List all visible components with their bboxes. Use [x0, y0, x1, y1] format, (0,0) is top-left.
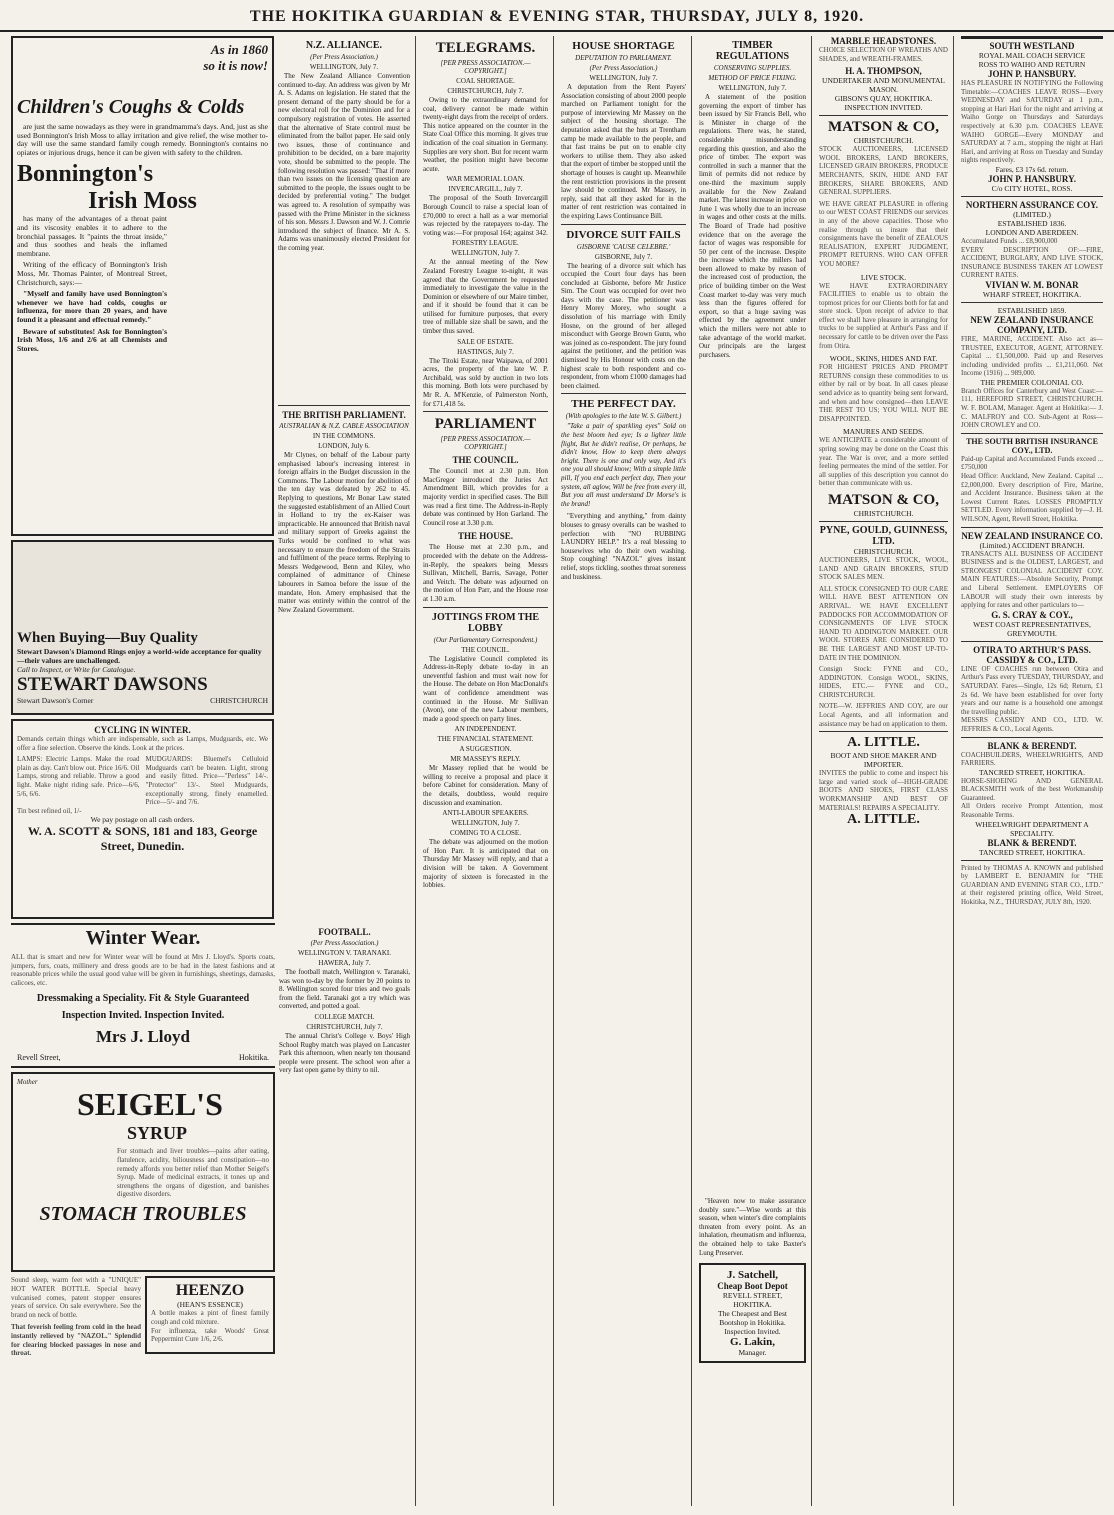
firm-name: W. A. SCOTT & SONS, 181 and 183, George Street, Dunedin. [27, 824, 258, 854]
ad-footer: STOMACH TROUBLES [39, 1202, 247, 1225]
close-title: COMING TO A CLOSE. [450, 829, 521, 838]
nazol-ad: "Everything and anything," from dainty blouses to greasy overalls can be washed to perfection with "NO RUBBING LAUNDRY HELP." It's a real blessing to housewives who do their own washing. Stop coughing! "NAZOL" gives instant relief, stops tickling, soothes throat soreness and huskiness. [561, 512, 686, 581]
nz-established: ESTABLISHED 1859. [997, 305, 1067, 315]
northern-body: EVERY DESCRIPTION OF:—FIRE, ACCIDENT, BURGLARY, AND LIVE STOCK, INSURANCE BUSINESS TAKEN AT LOWEST CURRENT RATES. [961, 245, 1103, 280]
divider [561, 224, 686, 225]
pcc-body: Branch Offices for Canterbury and West Coast:—111, HEREFORD STREET, CHRISTCHURCH. W. F. BOLAM, Manager. Agent at Hokitika:— J. C. MALFROY and CO. Sub-Agent at Ross— JOHN CROWLEY and CO. [961, 386, 1103, 430]
manures-body: WE ANTICIPATE a considerable amount of spring sowing may be done on the Coast this year. The War is over, and a more settled feeling permeates the mind of the settler. For all supplies of this description you cannot do better than communicate with us. [819, 436, 948, 488]
matson-body: WE HAVE GREAT PLEASURE in offering to our WEST COAST FRIENDS our services in any of the above capacities. Those who realise through us insure that their consignments have the benefit of ZEALOUS REALISATION, EXPERT JUDGMENT, PROMPT RETURNS. WHO CAN OFFER YOU MORE? [819, 199, 948, 268]
divider [961, 302, 1103, 303]
forestry-dateline: WELLINGTON, July 7. [451, 249, 520, 258]
coal-title: COAL SHORTAGE. [456, 77, 515, 85]
divider [423, 411, 548, 412]
heenzo-ad [145, 1276, 275, 1353]
coal-body: Owing to the extraordinary demand for coal, delivery cannot be made within twenty-eight days from the receipt of orders. This notice appeared on the counter in the State Coal Office this morning. It gives true indication of the coal situation in Germany. Supplies are very short. But for recent warm weather, the position might have become acute. [423, 96, 548, 173]
little-body: INVITES the public to come and inspect his large and varied stock of—HIGH-GRADE BOOTS AND SHOES, FIRST CLASS WORKMANSHIP AND BEST OF MATERIALS! REPAIRS A SPECIALITY. [819, 769, 948, 812]
divider [961, 527, 1103, 528]
matson-city: CHRISTCHURCH. [853, 136, 914, 146]
football-match: WELLINGTON V. TARANAKI. [297, 949, 392, 957]
perfect-day-sub: (With apologies to the late W. S. Gilbert.) [565, 412, 682, 421]
house-title: THE HOUSE. [457, 531, 513, 542]
satchell-street: REVELL STREET, HOKITIKA. [722, 1291, 783, 1310]
satchell-line-1: The Cheapest and Best [718, 1309, 787, 1319]
lloyd-ad [11, 923, 275, 1068]
parliament-section: IN THE COMMONS. [312, 432, 376, 440]
ad-intro: Demands certain things which are indispensable, such as Lamps, Mudguards, etc. We offer a fine selection. Observe the kinds. Look at the prices. [17, 735, 268, 752]
divorce-dateline: GISBORNE, July 7. [594, 252, 653, 261]
divider [961, 860, 1103, 861]
house-shortage-source: (Per Press Association.) [589, 64, 658, 72]
alliance-dateline: WELLINGTON, July 7. [309, 63, 379, 71]
independent-title: AN INDEPENDENT. [454, 725, 517, 734]
blank-address: TANCRED STREET, HOKITIKA. [979, 767, 1085, 777]
nzacc-title: NEW ZEALAND INSURANCE CO. [961, 530, 1103, 541]
livestock-body: WE HAVE EXTRAORDINARY FACILITIES to enable us to obtain the topmost prices for our Clients both for fat and store stock. Upon receipt of advice to that effect we shall have pleasure in arranging for trucks to be supplied at Arthur's Pass and if necessary for cattle to be driven over the Pass from Otira. [819, 281, 948, 350]
pyne-agents: Consign Stock: FYNE and CO., ADDINGTON. Consign WOOL, SKINS, HIDES, ETC.— FYNE and CO., CHRISTCHURCH. [819, 665, 948, 699]
sb-title: THE SOUTH BRITISH INSURANCE COY., LTD. [966, 436, 1098, 455]
nzacc-body: TRANSACTS ALL BUSINESS OF ACCIDENT BUSINESS and is the OLDEST, LARGEST, and STRONGEST COLONIAL ACCIDENT COY. MAIN FEATURES:—Absolute Security, Prompt and Liberal Settlement. EMPLOYERS OF LABOUR will study their own interests by applying for rates and other particulars to— [961, 549, 1103, 610]
financial-title: THE FINANCIAL STATEMENT. [437, 735, 534, 744]
nz-title: NEW ZEALAND INSURANCE COMPANY, LTD. [970, 314, 1094, 335]
pyne-note: NOTE—W. JEFFRIES AND COY, are our Local Agents, and all information and assistance may be had on application to them. [819, 702, 948, 728]
little-footer: A. LITTLE. [847, 812, 920, 828]
timber-sub: CONSERVING SUPPLIES. [713, 64, 792, 72]
satchell-ad [699, 1263, 806, 1363]
divider [278, 405, 410, 406]
antilabour-title: ANTI-LABOUR SPEAKERS. [442, 809, 529, 818]
pyne-description: AUCTIONEERS, LIVE STOCK, WOOL, LAND AND GRAIN BROKERS, STUD STOCK SALES MEN. [819, 555, 948, 582]
thompson-address: GIBSON'S QUAY, HOKITIKA. [834, 94, 933, 104]
column-3 [556, 36, 692, 1506]
bonar-name: VIVIAN W. M. BONAR [985, 279, 1079, 290]
massey-title: MR MASSEY'S REPLY. [450, 755, 521, 764]
hansbury-name: JOHN P. HANSBURY. [987, 69, 1077, 79]
postage-text: We pay postage on all cash orders. [90, 815, 195, 825]
ad-body: For stomach and liver troubles—pains after eating, flatulence, acidity, biliousness and constipation—no remedy affords you better relief than Mother Seigel's Syrup. Made of medicinal extracts, it tones up and strengthens the organs of digestion, and banishes digestive disorders. [117, 1147, 269, 1199]
timber-method: METHOD OF PRICE FIXING. [708, 74, 797, 82]
northern-city: LONDON AND ABERDEEN. [985, 227, 1079, 237]
divider [819, 115, 948, 116]
jottings-source: (Our Parliamentary Correspondent.) [433, 635, 538, 644]
matson-city-2: CHRISTCHURCH. [853, 508, 914, 518]
estate-body: The Titoki Estate, near Waipawa, of 2001 acres, the property of the late W. P. Archibald, was sold by auction in two lots this morning. Both lots were purchased by Mr R. A. M'Kenzie, of Palmerston North, for £71,418 5s. [423, 356, 548, 408]
nz-body: FIRE, MARINE, ACCIDENT. Also act as—TRUSTEE, EXECUTOR, AGENT, ATTORNEY. Capital ... £1,500,000. Paid up and Reserves including undivided profits ... £1,211,060. Net Income (1916) ... 989,000. [961, 334, 1103, 378]
northern-established: ESTABLISHED 1836. [997, 218, 1067, 228]
war-title: WAR MEMORIAL LOAN. [446, 175, 525, 184]
divider [819, 731, 948, 732]
matson-name: MATSON & CO, [828, 119, 939, 136]
proprietor-name: Mrs J. Lloyd [96, 1027, 190, 1047]
matson-name-2: MATSON & CO, [828, 491, 939, 508]
council-body: The Council met at 2.30 p.m. Hon MacGregor introduced the Juries Act Amendment Bill, which provides for a majority verdict in specified cases. The Bill was read a first time. The Address-in-Reply debate was continued by Hon Garland. The Council rose at 3.30 p.m. [423, 467, 548, 527]
lakin-name: G. Lakin, [730, 1336, 775, 1349]
marble-title: MARBLE HEADSTONES. [830, 36, 937, 46]
sw-sub: ROYAL MAIL COACH SERVICE [978, 51, 1086, 60]
close-body: The debate was adjourned on the motion of Hon Parr. It is anticipated that on Thursday Mr Massey will reply, and that a division will be taken. A Government majority of sixteen is forecasted in the lobbies. [423, 838, 548, 890]
otira-name: CASSIDY & CO., LTD. [986, 654, 1078, 665]
house-shortage-sub: DEPUTATION TO PARLIAMENT. [575, 54, 672, 62]
ad-line-2: Call to Inspect, or Write for Catalogue. [17, 665, 136, 674]
inspection-line: Inspection Invited. Inspection Invited. [61, 1010, 225, 1022]
nazol-ad: That feverish feeling from cold in the head instantly relieved by "NAZOL." Splendid for clearing blocked passages in nose and throat. [11, 1323, 141, 1358]
brand: HEENZO [175, 1282, 245, 1300]
maker: Mother [17, 1078, 38, 1087]
thompson-role: UNDERTAKER AND MONUMENTAL MASON. [822, 76, 945, 95]
ad-body: has many of the advantages of a throat paint and its viscosity enables it to adhere to the bronchial passages. It "paints the throat inside," and thus soothes and heals the inflamed membrane. [17, 214, 167, 258]
little-name: A. LITTLE. [847, 735, 920, 751]
northern-ltd: (LIMITED.) [1013, 209, 1051, 219]
brand-line-1: Bonnington's [17, 161, 154, 188]
woods-line: For influenza, take Woods' Great Peppermint Cure 1/6, 2/6. [151, 1326, 269, 1344]
timber-headline: TIMBER REGULATIONS [715, 40, 790, 62]
divider [961, 196, 1103, 197]
dressmaking-line: Dressmaking a Speciality. Fit & Style Guaranteed [36, 993, 250, 1005]
hansbury-fares: Fares, £3 17s 6d. return. [995, 164, 1069, 174]
alliance-body: The New Zealand Alliance Convention continued to-day. An address was given by Mr A. S. Adams on legislation. He stated that the present demand of the party should be for a new electoral roll for the Dominion and for a compulsory registration of votes. He asserted that the alternative of State control must be eliminated from the ballot paper. He said only two issues, those of continuance and prohibition to be decided, on a bare majority vote, should be submitted to the people. The following resolution was passed: "That if more than two issues on the licensing question are submitted to the people, the issues ought to be decided by preferential voting." The budget was agreed to. A resolution of sympathy was passed with the Prime Minister in the sickness of his son. Messrs J. Dawson and W. J. Comrie introduced the subject of finance. Mr A. S. Adams was unanimously elected President for the coming year. [278, 72, 410, 252]
wool-title: WOOL, SKINS, HIDES AND FAT. [829, 354, 938, 364]
blank-body: COACHBUILDERS, WHEELWRIGHTS, AND FARRIERS. [961, 750, 1103, 768]
thompson-name: H. A. THOMPSON, [845, 66, 922, 77]
blank-department: WHEELWRIGHT DEPARTMENT A SPECIALITY. [975, 819, 1089, 838]
ad-intro: are just the same nowadays as they were in grandmamma's days. And, just as she used Bonnington's Irish Moss to allay irritation and give relief, the wise mother to-day will use the same standard family cough remedy. Bonnington's contains no opiates or injurious drugs, hence it can be given with safety to the children. [17, 122, 268, 157]
alliance-source: (Per Press Association.) [310, 53, 378, 61]
column-4 [694, 36, 812, 1506]
masthead: THE HOKITIKA GUARDIAN & EVENING STAR, THURSDAY, JULY 8, 1920. [0, 8, 1114, 32]
hansbury-name-2: JOHN P. HANSBURY. [987, 173, 1077, 184]
column-1 [6, 36, 416, 1506]
timber-dateline: WELLINGTON, July 7. [718, 84, 787, 92]
column-5 [814, 36, 954, 1506]
football-dateline: HAWERA, July 7. [318, 959, 371, 967]
ad-beware: Beware of substitutes! Ask for Bonnington's Irish Moss, 1/6 and 2/6 at all Chemists and Stores. [17, 326, 167, 353]
house-shortage-headline: HOUSE SHORTAGE [572, 40, 675, 52]
divider [423, 607, 548, 608]
ad-body: ALL that is smart and new for Winter wear will be found at Mrs J. Lloyd's. Sports coats, jumpers, furs, coats, millinery and dress goods are to be had in the latest fashions and at reasonable prices while the usual good value will be given in furnishings, sheetings, damasks, calicoes, etc. [11, 953, 275, 987]
house-shortage-body: A deputation from the Rent Payers' Association consisting of about 2000 people marched on Parliament tonight for the purpose of interviewing Mr Massey on the subject of the housing shortage. The deputation asked that the huts at Trentham camp be made available to the people, and that fast trains be put on to enable city workers to utilise them. They also asked that the export of timber be stopped until the shortage of houses is caught up. Meanwhile the rent restriction provisions in the present law should be continued. Mr Massey, in reply, said that all they asked for in the matter of rent restriction was contained in the expiring Laws Continuance Bill. [561, 83, 686, 220]
brand: SEIGEL'S [77, 1086, 223, 1123]
football-headline: FOOTBALL. [318, 927, 371, 937]
northern-title: NORTHERN ASSURANCE COY. [965, 199, 1099, 210]
timber-body: A statement of the position governing the export of timber has been issued by Sir Francis Bell, who is Minister in charge of the regulations. There was, he stated, considerable misunderstanding regarding this question, and also the price of timber. The export was controlled in such a manner that the limit of permits did not reduce by one-third the maximum supply available for the New Zealand market. The latest increase in price on June 1 was wholly due to an increase in wages and other costs at the mills. The Board of Trade had positive evidence that on the average the factor of wages was responsible for 50 per cent of the increase. Despite the increase which the millers had been allowed to make by reason of the increased cost of production, the price of building timber on the West Coast market to-day was very much less than the figures offered for export, so that a huge saving was effected by the agreement under which the millers were not able to take advantage of the world market. Our principals are the largest purchasers. [699, 93, 806, 359]
otira-agents: MESSRS CASSIDY AND CO., LTD. W. JEFFRIES & CO., Local Agents. [961, 716, 1103, 733]
estate-title: SALE OF ESTATE. [457, 337, 514, 346]
football-source: (Per Press Association.) [310, 939, 379, 947]
college-body: The annual Christ's College v. Boys' High School Rugby match was played on Lancaster Park this afternoon, when nearly ten thousand people were present. The school won after a very fast open game by thirty to nil. [279, 1031, 410, 1075]
wool-body: FOR HIGHEST PRICES AND PROMPT RETURNS consign these commodities to us either by rail or by boat. In all cases please send advice as to quantity being sent forward, and when and how consigned—then LEAVE THE REST TO US; YOU WILL NOT BE DISAPPOINTED. [819, 363, 948, 423]
city: CHRISTCHURCH [210, 696, 268, 705]
antilabour-dateline: WELLINGTON, July 7. [451, 819, 520, 828]
thompson-inspection: INSPECTION INVITED. [844, 103, 923, 113]
blank-horseshoeing: HORSE-SHOEING AND GENERAL BLACKSMITH work of the best Workmanship Guaranteed. [961, 776, 1103, 802]
lakin-role: Manager. [738, 1348, 767, 1358]
seigel-ad [11, 1072, 275, 1272]
poem: "Take a pair of sparkling eyes" Sold on the best bloom hed eye; Is a lighter little flight, But he didn't realise, Or perhaps, he didn't know, How to keep them always bright. There is one and only way, And it's one you all should know; With a simple little pill, If you end each perfect day, Then your system, all aglow, Will be free from every ill, But you all must understand Dr Morse's is the brand! [561, 422, 686, 508]
marble-body: CHOICE SELECTION OF WREATHS AND SHADES, and WREATH-FRAMES. [819, 46, 948, 63]
ad-quote: "Myself and family have used Bonnington's whenever we have had colds, coughs or influenza, for more than 20 years, and have found it a pleasant and effectual remedy." [17, 289, 167, 324]
blank-orders: All Orders receive Prompt Attention, most Reasonable Terms. [961, 802, 1103, 820]
ad-line-1: Stewart Dawson's Diamond Rings enjoy a world-wide acceptance for quality—their values are unchallenged. [17, 647, 262, 665]
parliament-dateline: LONDON, July 6. [318, 442, 370, 450]
street: Revell Street, [17, 1053, 61, 1063]
brand: STEWART DAWSONS [17, 674, 208, 695]
pyne-body: ALL STOCK CONSIGNED TO OUR CARE WILL HAVE BEST ATTENTION ON ARRIVAL. WE HAVE EXCELLENT PADDOCKS FOR ACCOMMODATION OF CONSIGNMENTS OF LIVE STOCK HAND TO ADDINGTON MARKET. OUR WOOL STORES ARE CONSIDERED TO BE THE LARGEST AND MOST UP-TO-DATE IN THE DOMINION. [819, 584, 948, 662]
estate-dateline: HASTINGS, July 7. [457, 347, 514, 356]
ad-body: A bottle makes a pint of finest family cough and cold mixture. [151, 1309, 269, 1326]
hansbury-address: C/o CITY HOTEL, ROSS. [991, 183, 1073, 193]
sb-funds: Paid-up Capital and Accumulated Funds exceed ... £750,000 [961, 454, 1103, 472]
satchell-line-3: Inspection Invited. [724, 1327, 781, 1337]
ad-testimony: Writing of the efficacy of Bonnington's Irish Moss, Mr. Thomas Painter, of Montreal Street, Christchurch, says:— [17, 260, 167, 287]
jottings-headline: JOTTINGS FROM THE LOBBY [431, 611, 540, 634]
nzacc-sub: (Limited.) ACCIDENT BRANCH. [979, 540, 1085, 550]
blank-title: BLANK & BERENDT. [987, 740, 1077, 751]
slogan-1: As in 1860 [210, 42, 268, 57]
blank-address-2: TANCRED STREET, HOKITIKA. [979, 847, 1085, 857]
divider [961, 737, 1103, 738]
otira-body: LINE OF COACHES run between Otira and Arthur's Pass every TUESDAY, THURSDAY, and SATURDAY. Fares—Single, 12s 6d; Return, £1 2s 6d. We have been established for over forty years and our name is a household one amongst the travelling public. [961, 664, 1103, 716]
unique-ad: Sound sleep, warm feet with a "UNIQUE" HOT WATER BOTTLE. Special heavy vulcanised comes, patent stopper ensures years of service. On sale everywhere. See the brand on neck of bottle. [11, 1276, 141, 1319]
satchell-line-2: Bootshop in Hokitika. [719, 1318, 786, 1328]
suggestion-title: A SUGGESTION. [459, 745, 512, 754]
telegrams-source: [PER PRESS ASSOCIATION.—COPYRIGHT.] [440, 59, 531, 75]
divider [961, 433, 1103, 434]
jottings-body: The Legislative Council completed its Address-in-Reply debate to-day in an uneventful fashion and must wait now for the House. The debate on Hon MacDonald's want of confidence amendment was continued in the House. Mr Sullivan (Avon), one of the new Labour members, made a good speech on party lines. [423, 654, 548, 723]
parliament-body: Mr Clynes, on behalf of the Labour party emphasised labour's increasing interest in foreign affairs in the Budget discussion in the Commons. The Labour motion for abolition of the ten day was defeated by 262 to 45. Replying to questions, Mr Bonar Law stated the suggested establishment of an Allied Court in Holland to try the ex-Kaiser was impracticable. He announced that British naval and military support of Greeks against the Turks would be confined to what was necessary to ensure the freedom of the Straits and fulfilment of the peace terms. Replying to Messrs Wedgewood, Benn and Kiley, who complained of admittance of Chinese labourers in Samoa before the issue of the mandate, Hon. Amery emphasised that the matter was entirely within the control of the New Zealand Government. [278, 451, 410, 614]
sb-body: Head Office: Auckland, New Zealand. Capital ... £2,000,000. Every description of Fire, Marine, and Accident Insurance. Business taken at the Lowest Current Rates. LOSSES PROMPTLY SETTLED. Every information supplied by—J. H. WILSON, Agent, Revell Street, Hokitika. [961, 472, 1103, 523]
parliament-headline: THE BRITISH PARLIAMENT. [282, 410, 406, 420]
corner: Stewart Dawson's Corner [17, 696, 94, 705]
pcc-title: THE PREMIER COLONIAL CO. [980, 377, 1084, 387]
nzacc-agent: G. S. CRAY & COY., [991, 609, 1073, 620]
parliament-headline: PARLIAMENT [434, 416, 537, 433]
tin-text: Tin best refined oil, 1/- [17, 806, 82, 815]
ad-headline: When Buying—Buy Quality [17, 630, 198, 646]
divider [561, 393, 686, 394]
war-body: The proposal of the South Invercargill Borough Council to raise a special loan of £70,000 to erect a hall as a war memorial was rejected by the ratepayers to-day. The voting was:—For proposal 164; against 342. [423, 194, 548, 237]
pyne-city: CHRISTCHURCH. [853, 546, 914, 556]
alliance-headline: N.Z. ALLIANCE. [305, 40, 383, 51]
brand-sub: (HEAN'S ESSENCE) [177, 1300, 243, 1310]
matson-description: STOCK AUCTIONEERS, LICENSED WOOL BROKERS, LAND BROKERS, LICENSED GRAIN BROKERS, PRODUCE MERCHANTS, SKIN, HIDE AND FAT BROKERS, SHARE BROKERS, AND GENERAL SUPPLIERS. [819, 145, 948, 197]
bonar-address: WHARF STREET, HOKITIKA. [982, 289, 1082, 299]
perfect-day-headline: THE PERFECT DAY. [571, 398, 676, 411]
livestock-title: LIVE STOCK. [860, 272, 907, 282]
football-body: The football match, Wellington v. Taranaki, was won to-day by the former by 20 points to 8. Wellington scored four tries and two goals from the field. Taranaki got a try which was converted, and potted a goal. [279, 968, 410, 1011]
divorce-body: The hearing of a divorce suit which has occupied the Court four days has been concluded at Gisborne, before Mr Justice Sim. The Court was occupied for over two days with the case. The petitioner was Henry Morey Morey, who sought a dissolution of his marriage with Emily Hosne, on the ground of her alleged misconduct with George Brown Gunn, who was joined as co-respondent. The jury found against the petitioner, and the petition was dismissed by His Honour with costs on the highest scale to both respondent and co-respondent, from whom £1000 damages had been claimed. [561, 261, 686, 390]
bonnington-ad [11, 36, 274, 536]
house-shortage-dateline: WELLINGTON, July 7. [589, 74, 658, 82]
pyne-name: PYNE, GOULD, GUINNESS, LTD. [819, 524, 948, 547]
column-2 [418, 36, 554, 1506]
sw-route: ROSS TO WAIHO AND RETURN [978, 60, 1086, 69]
forestry-title: FORESTRY LEAGUE. [452, 239, 519, 248]
ad-title: Winter Wear. [85, 927, 201, 949]
satchell-name: J. Satchell, [726, 1269, 779, 1282]
blank-title-2: BLANK & BERENDT. [987, 837, 1077, 848]
council-title: THE COUNCIL. [452, 455, 519, 466]
divider [961, 641, 1103, 642]
divorce-headline: DIVORCE SUIT FAILS [566, 228, 681, 241]
little-role: BOOT AND SHOE MAKER AND IMPORTER. [830, 751, 937, 770]
war-dateline: INVERCARGILL, July 7. [448, 185, 523, 194]
house-body: The House met at 2.30 p.m., and proceeded with the debate on the Address-in-Reply, the speakers being Messrs Sullivan, Mitchell, Barris, Savage, Potter and Veitch. The debate was adjourned on the motion of Hon Parr, and the House rose at 1.30 a.m. [423, 543, 548, 603]
massey-body: Mr Massey replied that he would be willing to receive a proposal and place it before Cabinet for consideration. Many of the details, doubtless, would require discussion and examination. [423, 764, 548, 807]
town: Hokitika. [239, 1053, 269, 1063]
northern-funds: Accumulated Funds ... £8,900,000 [961, 236, 1058, 245]
lamps-text: LAMPS: Electric Lamps. Make the road plain as day. Can't blow out. Price 16/6. Oil Lamps, strong and reliable. Throw a good light. Make night riding safe. Price—6/6, 5/6, 6/6. [17, 755, 140, 798]
column-6 [956, 36, 1108, 1506]
divorce-sub: GISBORNE 'CAUSE CELEBRE.' [576, 242, 671, 251]
telegrams-headline: TELEGRAMS. [435, 40, 536, 56]
lung-preserver-ad: "Heaven now to make assurance doubly sure."—Wise words at this season, when winter's dire complaints threaten from every point. As an inhalation, rheumatism and influenza, the obtained help to take Baxter's Lung Preserver. [699, 1197, 806, 1257]
mudguards-text: MUDGUARDS: Bluemel's Celluloid Mudguards can't be beaten. Light, strong and easily fitted. Price—"Perless" 14/-. "Protector" 13/-. Steel Mudguards, exceptionally strong, finely enamelled. Price—5/- and 7/6. [145, 755, 268, 807]
divider [819, 521, 948, 522]
parliament-source: [PER PRESS ASSOCIATION.—COPYRIGHT.] [440, 435, 531, 452]
ad-title: CYCLING IN WINTER. [94, 725, 191, 735]
slogan-2: so it is now! [203, 58, 268, 73]
college-dateline: CHRISTCHURCH, July 7. [306, 1022, 383, 1031]
manures-title: MANURES AND SEEDS. [842, 427, 925, 437]
imprint: Printed by THOMAS A. KNOWN and published by LAMBERT E. BENJAMIN for "THE GUARDIAN AND EVENING STAR CO., LTD." at their registered printing office, Weld Street, Hokitika, N.Z., THURSDAY, JULY 8th, 1920. [961, 863, 1103, 907]
parliament-source: AUSTRALIAN & N.Z. CABLE ASSOCIATION [279, 422, 409, 430]
sw-title: SOUTH WESTLAND [961, 36, 1103, 51]
forestry-body: At the annual meeting of the New Zealand Forestry League to-night, it was agreed that the Government be requested immediately to investigate the value in the Dominion or elsewhere of our Maire timber, and if it should be found that it can be utilised for furniture purposes, that every tree of millable size shall be sawn, and the timber thus saved. [423, 258, 548, 336]
stewart-dawson-ad [11, 540, 274, 715]
hansbury-body: HAS PLEASURE IN NOTIFYING the Following Timetable:—COACHES LEAVE ROSS—Every WEDNESDAY and SATURDAY at 1 p.m., stopping at Hari Hari for the night and arriving at Waiho Gorge on Thursdays and Saturdays respectively at 6.30 p.m. COACHES LEAVE WAIHO GORGE—Every MONDAY and SATURDAY at 7 a.m., stopping the night at Hari Hari, and arriving at Ross on Tuesday and Sunday nights respectively. [961, 79, 1103, 165]
syrup-label: SYRUP [127, 1123, 188, 1144]
nzacc-rep: WEST COAST REPRESENTATIVES, GREYMOUTH. [973, 619, 1091, 638]
satchell-tag: Cheap Boot Depot [717, 1281, 788, 1292]
otira-title: OTIRA TO ARTHUR'S PASS. [973, 644, 1091, 655]
brand-line-2: Irish Moss [88, 188, 197, 215]
ad-headline: Children's Coughs & Colds [17, 96, 245, 118]
coal-dateline: CHRISTCHURCH, July 7. [447, 87, 524, 95]
jottings-council: THE COUNCIL. [461, 645, 510, 654]
college-title: COLLEGE MATCH. [314, 1012, 375, 1021]
cycling-ad [11, 719, 274, 919]
